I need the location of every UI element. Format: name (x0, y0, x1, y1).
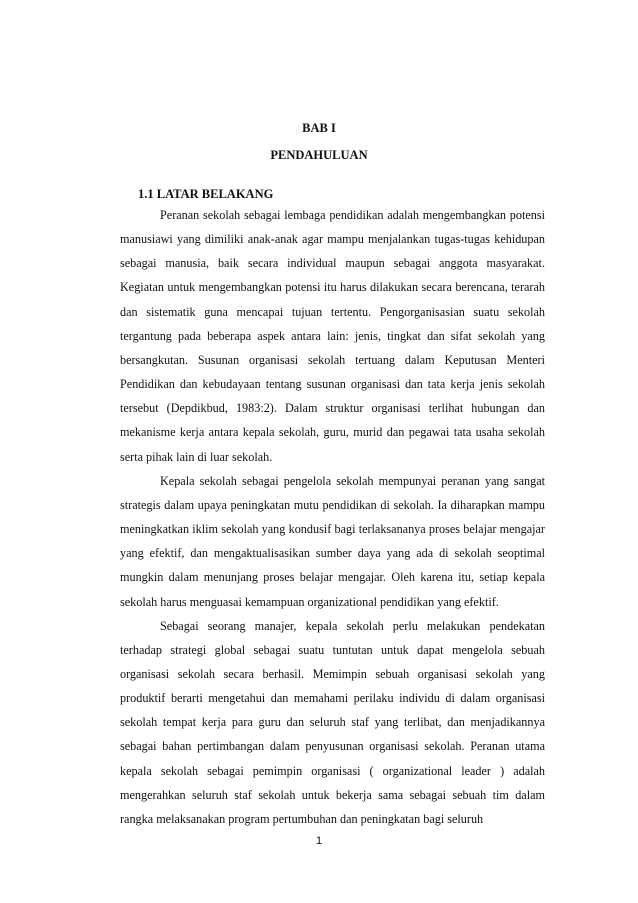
body-text (120, 203, 545, 831)
section-heading: 1.1 LATAR BELAKANG (138, 187, 274, 201)
page-number: 1 (315, 835, 323, 847)
chapter-title: PENDAHULUAN (270, 148, 368, 162)
paragraph: Kepala sekolah sebagai pengelola sekolah mempunyai peranan yang sangat strategis dalam upaya peningkatan mutu pendidikan di sekolah. Ia diharapkan mampu meningkatkan iklim sekolah yang kondusif bagi terlaksananya proses belajar mengajar yang efektif, dan mengaktualisasikan sumber daya yang ada di sekolah seoptimal mungkin dalam menunjang proses belajar mengajar. Oleh karena itu, setiap kepala sekolah harus menguasai kemampuan organizational pendidikan yang efektif. (120, 473, 545, 609)
chapter-label: BAB I (302, 121, 336, 135)
paragraph: Sebagai seorang manajer, kepala sekolah perlu melakukan pendekatan terhadap strategi global sebagai suatu tuntutan untuk dapat mengelola sebuah organisasi sekolah secara berhasil. Memimpin sebuah organisasi sekolah yang produktif berarti mengetahui dan memahami perilaku individu di dalam organisasi sekolah tempat kerja para guru dan seluruh staf yang terlibat, dan menjadikannya sebagai bahan pertimbangan dalam penyusunan organisasi sekolah. Peranan utama kepala sekolah sebagai pemimpin organisasi ( organizational leader ) adalah mengerahkan seluruh staf sekolah untuk bekerja sama sebagai sebuah tim dalam rangka melaksanakan program pertumbuhan dan peningkatan bagi seluruh (120, 618, 545, 826)
paragraph: Peranan sekolah sebagai lembaga pendidikan adalah mengembangkan potensi manusiawi yang dimiliki anak-anak agar mampu menjalankan tugas-tugas kehidupan sebagai manusia, baik secara individual maupun sebagai anggota masyarakat. Kegiatan untuk mengembangkan potensi itu harus dilakukan secara berencana, terarah dan sistematik guna mencapai tujuan tertentu. Pengorganisasian suatu sekolah tergantung pada beberapa aspek antara lain: jenis, tingkat dan sifat sekolah yang bersangkutan. Susunan organisasi sekolah tertuang dalam Keputusan Menteri Pendidikan dan kebudayaan tentang susunan organisasi dan tata kerja jenis sekolah tersebut (Depdikbud, 1983:2). Dalam struktur organisasi terlihat hubungan dan mekanisme kerja antara kepala sekolah, guru, murid dan pegawai tata usaha sekolah serta pihak lain di luar sekolah. (120, 208, 545, 464)
